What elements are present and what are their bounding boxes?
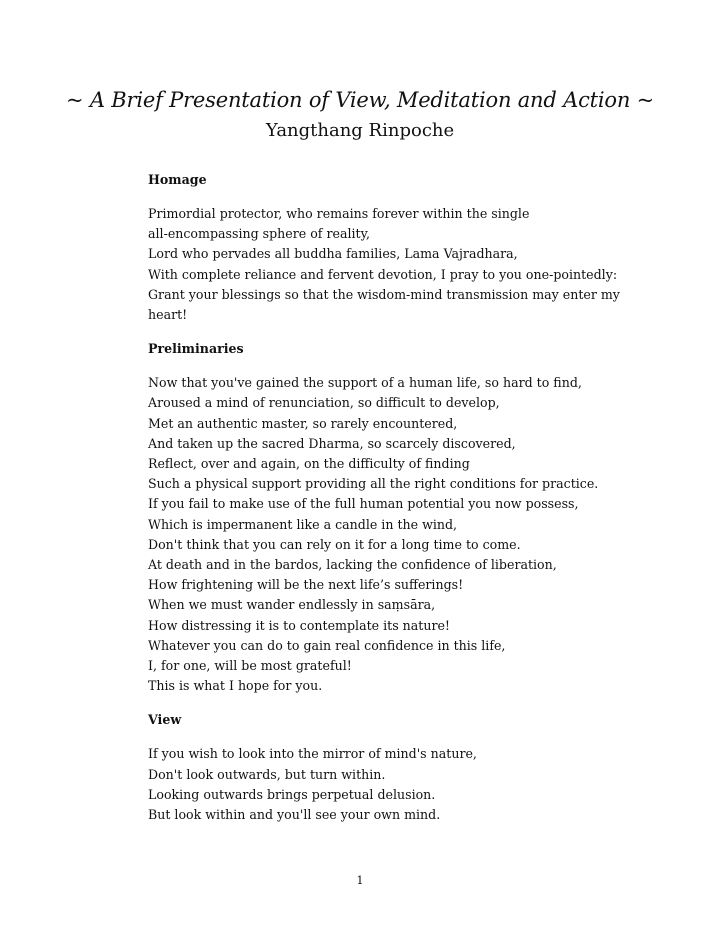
verse-line: heart! — [148, 307, 188, 323]
verse-line: Which is impermanent like a candle in the wind, — [148, 516, 458, 532]
verse-line: Such a physical support providing all the right conditions for practice. — [148, 476, 599, 492]
section-heading-homage: Homage — [148, 172, 207, 187]
verse-line: all-encompassing sphere of reality, — [148, 226, 371, 242]
verse-line: Now that you've gained the support of a human life, so hard to find, — [148, 375, 582, 391]
verse-line: Don't look outwards, but turn within. — [148, 766, 386, 782]
verse-line: If you fail to make use of the full human potential you now possess, — [148, 496, 579, 512]
verse-line: Looking outwards brings perpetual delusion. — [148, 786, 436, 802]
verse-line: But look within and you'll see your own mind. — [148, 807, 441, 823]
verse-line: When we must wander endlessly in saṃsāra, — [148, 597, 436, 613]
verse-line: Primordial protector, who remains forever within the single — [148, 206, 530, 221]
stanza-homage — [148, 204, 658, 325]
verse-line: This is what I hope for you. — [148, 678, 323, 694]
stanza-preliminaries — [148, 373, 658, 696]
verse-line: With complete reliance and fervent devotion, I pray to you one-pointedly: — [148, 266, 618, 282]
verse-line: Whatever you can do to gain real confidence in this life, — [148, 637, 506, 653]
verse-line: Don't think that you can rely on it for a long time to come. — [148, 536, 521, 552]
document-author: Yangthang Rinpoche — [265, 120, 455, 141]
section-heading-preliminaries: Preliminaries — [148, 341, 244, 357]
verse-line: Met an authentic master, so rarely encountered, — [148, 415, 458, 431]
verse-line: Grant your blessings so that the wisdom-mind transmission may enter my — [148, 286, 620, 302]
verse-line: Lord who pervades all buddha families, Lama Vajradhara, — [148, 246, 518, 262]
stanza-view — [148, 744, 658, 825]
verse-line: And taken up the sacred Dharma, so scarcely discovered, — [148, 435, 516, 451]
verse-line: At death and in the bardos, lacking the confidence of liberation, — [148, 557, 557, 573]
document-body — [148, 170, 658, 839]
verse-line: Aroused a mind of renunciation, so difficult to develop, — [148, 395, 500, 411]
document-title: ~ A Brief Presentation of View, Meditation and Action ~ — [65, 88, 655, 112]
section-heading-view: View — [148, 712, 182, 728]
verse-line: If you wish to look into the mirror of mind's nature, — [148, 746, 477, 762]
verse-line: How frightening will be the next life’s sufferings! — [148, 577, 464, 593]
verse-line: I, for one, will be most grateful! — [148, 658, 352, 674]
page-number: 1 — [356, 874, 364, 887]
verse-line: How distressing it is to contemplate its nature! — [148, 617, 450, 633]
verse-line: Reflect, over and again, on the difficulty of finding — [148, 456, 470, 472]
